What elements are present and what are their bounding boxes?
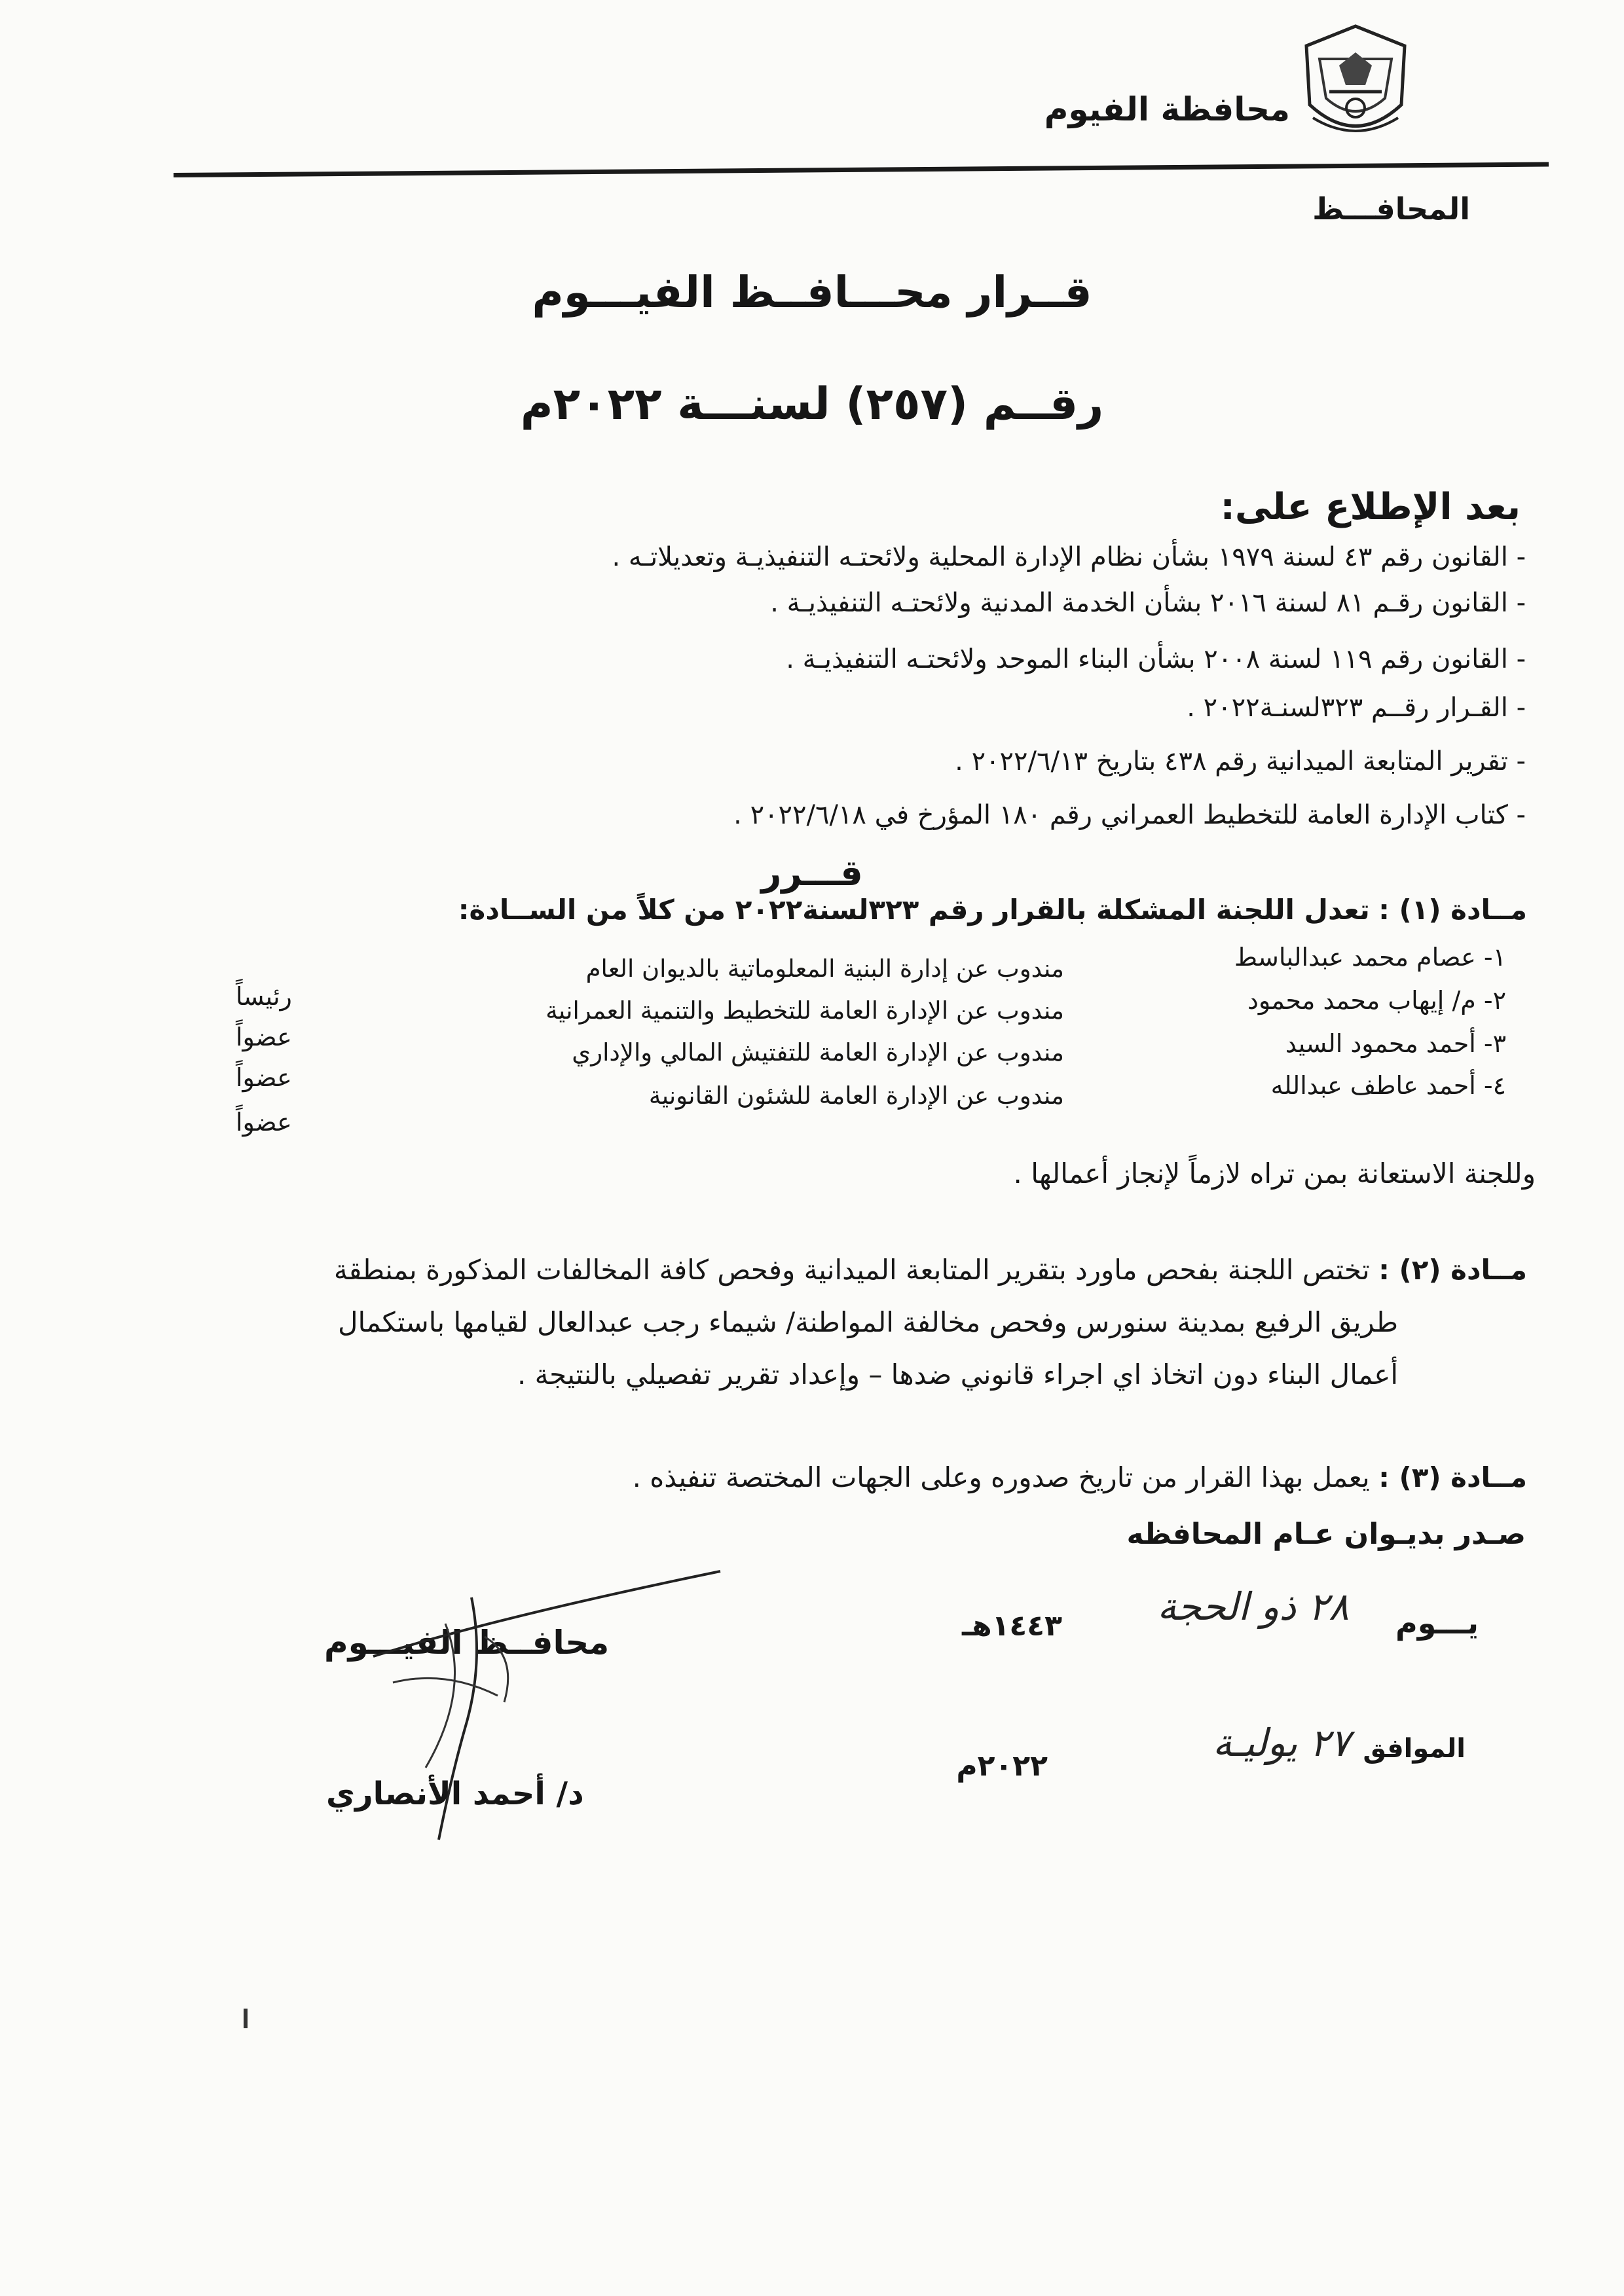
article-2-label: مــادة (٢) :: [1378, 1254, 1527, 1286]
member-description: مندوب عن إدارة البنية المعلوماتية بالديوان العام: [585, 955, 1064, 983]
article-1-text: تعدل اللجنة المشكلة بالقرار رقم ٣٢٣لسنة٢٠٢٢ من كلاً من الســادة:: [458, 894, 1370, 926]
preamble-item: - القـرار رقــم ٣٢٣لسنـة٢٠٢٢ .: [1187, 693, 1526, 723]
handwritten-signature: [367, 1558, 733, 1859]
article-3-text: يعمل بهذا القرار من تاريخ صدوره وعلى الجهات المختصة تنفيذه .: [632, 1461, 1370, 1493]
article-2: [334, 1254, 1527, 1286]
issued-at: صـدر بديـوان عـام المحافظه: [1126, 1518, 1526, 1551]
preamble-item: - كتاب الإدارة العامة للتخطيط العمراني رقم ١٨٠ المؤرخ في ٢٠٢٢/٦/١٨ .: [733, 800, 1526, 830]
article-1-closing: وللجنة الاستعانة بمن تراه لازماً لإنجاز أعمالها .: [1013, 1157, 1536, 1190]
governorate-seal-icon: [1293, 20, 1418, 151]
member-role: عضواً: [236, 1108, 292, 1137]
signatory-name: د/ أحمد الأنصاري: [326, 1776, 584, 1812]
hijri-year: ١٤٤٣هـ: [962, 1609, 1062, 1643]
preamble-item: - القانون رقم ٤٣ لسنة ١٩٧٩ بشأن نظام الإدارة المحلية ولائحتـه التنفيذيـة وتعديلاتـه .: [612, 542, 1526, 572]
hijri-date-handwritten: ٢٨ ذو الحجة: [1157, 1584, 1349, 1629]
office-label: المحافـــظ: [1312, 191, 1470, 227]
article-1-label: مــادة (١) :: [1378, 894, 1527, 926]
article-2-line: طريق الرفيع بمدينة سنورس وفحص مخالفة المواطنة/ شيماء رجب عبدالعال لقيامها باستكمال: [337, 1306, 1398, 1338]
day-label: يـــوم: [1395, 1605, 1479, 1641]
header-rule: [174, 162, 1549, 177]
corresponding-label: الموافق: [1363, 1734, 1466, 1764]
governorate-name: محافظة الفيوم: [1044, 90, 1290, 128]
gregorian-year: ٢٠٢٢م: [956, 1749, 1048, 1783]
gregorian-date-handwritten: ٢٧ يوليـة: [1212, 1721, 1350, 1765]
member-role: رئيساً: [236, 982, 292, 1011]
member-description: مندوب عن الإدارة العامة للشئون القانونية: [648, 1082, 1064, 1110]
member-role: عضواً: [236, 1023, 292, 1051]
article-2-line: تختص اللجنة بفحص ماورد بتقرير المتابعة الميدانية وفحص كافة المخالفات المذكورة بمنطقة: [333, 1254, 1370, 1286]
member-name: ٣- أحمد محمود السيد: [1285, 1029, 1506, 1058]
article-3: [633, 1461, 1527, 1493]
member-name: ١- عصام محمد عبدالباسط: [1234, 943, 1506, 972]
member-name: ٢- م/ إيهاب محمد محمود: [1247, 986, 1506, 1015]
page-mark: [244, 2009, 248, 2028]
preamble-item: - القانون رقم ١١٩ لسنة ٢٠٠٨ بشأن البناء الموحد ولائحتـه التنفيذيـة .: [786, 644, 1526, 674]
member-description: مندوب عن الإدارة العامة للتفتيش المالي والإداري: [572, 1038, 1064, 1066]
decision-heading: قـــرر: [761, 852, 863, 894]
member-role: عضواً: [236, 1063, 292, 1092]
signatory-title: محافــظ الفيـــوم: [324, 1624, 610, 1662]
preamble-item: - القانون رقـم ٨١ لسنة ٢٠١٦ بشأن الخدمة المدنية ولائحتـه التنفيذيـة .: [770, 588, 1526, 618]
article-3-label: مــادة (٣) :: [1378, 1461, 1527, 1493]
decree-title: قــرار محـــافــظ الفيـــوم: [532, 267, 1092, 318]
preamble-heading: بعد الإطلاع على:: [1220, 486, 1521, 528]
article-1: [458, 894, 1527, 926]
decree-number: رقــم (٢٥٧) لسنـــة ٢٠٢٢م: [520, 378, 1104, 430]
preamble-item: - تقرير المتابعة الميدانية رقم ٤٣٨ بتاريخ ٢٠٢٢/٦/١٣ .: [955, 746, 1526, 776]
member-description: مندوب عن الإدارة العامة للتخطيط والتنمية العمرانية: [545, 996, 1064, 1025]
member-name: ٤- أحمد عاطف عبدالله: [1270, 1071, 1506, 1100]
article-2-line: أعمال البناء دون اتخاذ اي اجراء قانوني ضدها – وإعداد تقرير تفصيلي بالنتيجة .: [517, 1358, 1398, 1391]
